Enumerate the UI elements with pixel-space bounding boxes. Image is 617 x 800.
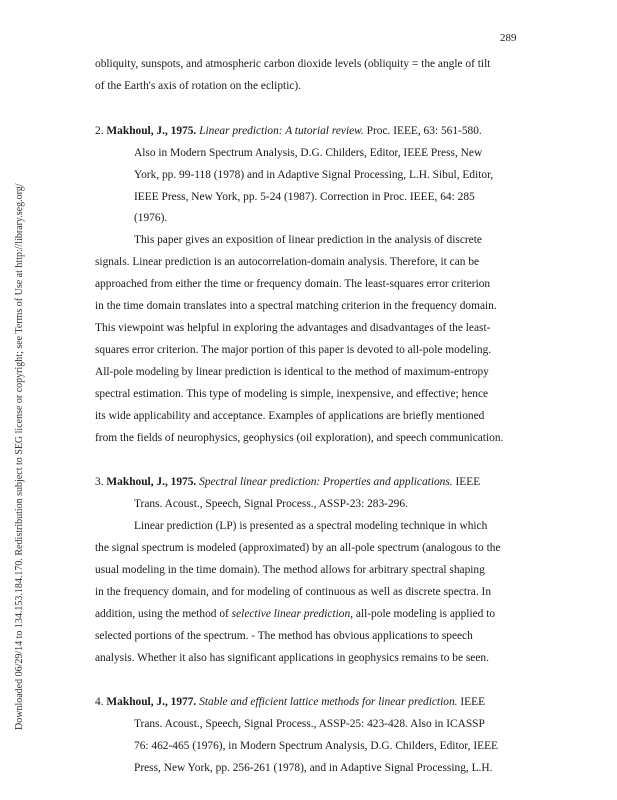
reference-heading [95,124,482,138]
entry-number: 3. [95,476,104,488]
intro-line: of the Earth's axis of rotation on the ecliptic). [95,80,302,92]
entry-title: Spectral linear prediction: Properties and applications. [199,476,453,488]
abstract-line: the signal spectrum is modeled (approximated) by an all-pole spectrum (analogous to the [95,542,501,554]
abstract-line: its wide applicability and acceptance. Examples of applications are briefly mentioned [95,410,485,422]
entry-ref-line: (1976). [134,212,168,224]
abstract-line [95,607,495,621]
entry-ref-line: Also in Modern Spectrum Analysis, D.G. Childers, Editor, IEEE Press, New [134,147,483,159]
abstract-line: This paper gives an exposition of linear prediction in the analysis of discrete [134,234,482,246]
entry-ref-first: IEEE [455,476,481,488]
entry-ref-line: York, pp. 99-118 (1978) and in Adaptive Signal Processing, L.H. Sibul, Editor, [134,169,494,181]
abstract-text: addition, using the method of [95,608,232,620]
abstract-line: All-pole modeling by linear prediction is identical to the method of maximum-entropy [95,366,489,378]
entry-number: 4. [95,696,104,708]
entry-title: Stable and efficient lattice methods for linear prediction. [199,696,458,708]
abstract-line: This viewpoint was helpful in exploring the advantages and disadvantages of the least- [95,322,491,334]
entry-author: Makhoul, J., 1977. [106,696,197,708]
abstract-line: usual modeling in the time domain). The method allows for arbitrary spectral shaping [95,564,485,576]
entry-title: Linear prediction: A tutorial review. [199,125,364,137]
abstract-line: Linear prediction (LP) is presented as a spectral modeling technique in which [134,520,488,532]
abstract-line: selected portions of the spectrum. - The method has obvious applications to speech [95,630,473,642]
abstract-line: from the fields of neurophysics, geophysics (oil exploration), and speech communication. [95,432,504,444]
entry-author: Makhoul, J., 1975. [106,476,197,488]
entry-ref-first: IEEE [460,696,486,708]
reference-heading [95,695,485,709]
entry-ref-line: Trans. Acoust., Speech, Signal Process., ASSP-25: 423-428. Also in ICASSP [134,718,485,730]
abstract-emphasis: selective linear prediction [231,608,351,620]
abstract-text: , all-pole modeling is applied to [350,608,496,620]
download-notice: Downloaded 06/29/14 to 134.153.184.170. Redistribution subject to SEG license or copyright; see Terms of Use at http://library.seg.org/ [14,183,25,730]
entry-ref-first: Proc. IEEE, 63: 561-580. [366,125,482,137]
abstract-line: in the time domain translates into a spectral matching criterion in the frequency domain. [95,300,497,312]
abstract-line: spectral estimation. This type of modeling is simple, inexpensive, and effective; hence [95,388,489,400]
abstract-line: approached from either the time or frequency domain. The least-squares error criterion [95,278,491,290]
page-number: 289 [500,32,517,44]
abstract-line: in the frequency domain, and for modeling of continuous as well as discrete spectra. In [95,586,492,598]
abstract-line: analysis. Whether it also has significant applications in geophysics remains to be seen. [95,652,489,664]
entry-number: 2. [95,125,104,137]
entry-ref-line: 76: 462-465 (1976), in Modern Spectrum Analysis, D.G. Childers, Editor, IEEE [134,740,498,752]
entry-author: Makhoul, J., 1975. [106,125,197,137]
entry-ref-line: Trans. Acoust., Speech, Signal Process., ASSP-23: 283-296. [134,498,408,510]
entry-ref-line: IEEE Press, New York, pp. 5-24 (1987). Correction in Proc. IEEE, 64: 285 [134,191,475,203]
abstract-line: squares error criterion. The major portion of this paper is devoted to all-pole modeling. [95,344,492,356]
entry-ref-line: Press, New York, pp. 256-261 (1978), and in Adaptive Signal Processing, L.H. [134,762,493,774]
reference-heading [95,475,480,489]
intro-line: obliquity, sunspots, and atmospheric carbon dioxide levels (obliquity = the angle of tilt [95,58,491,70]
abstract-line: signals. Linear prediction is an autocorrelation-domain analysis. Therefore, it can be [95,256,480,268]
